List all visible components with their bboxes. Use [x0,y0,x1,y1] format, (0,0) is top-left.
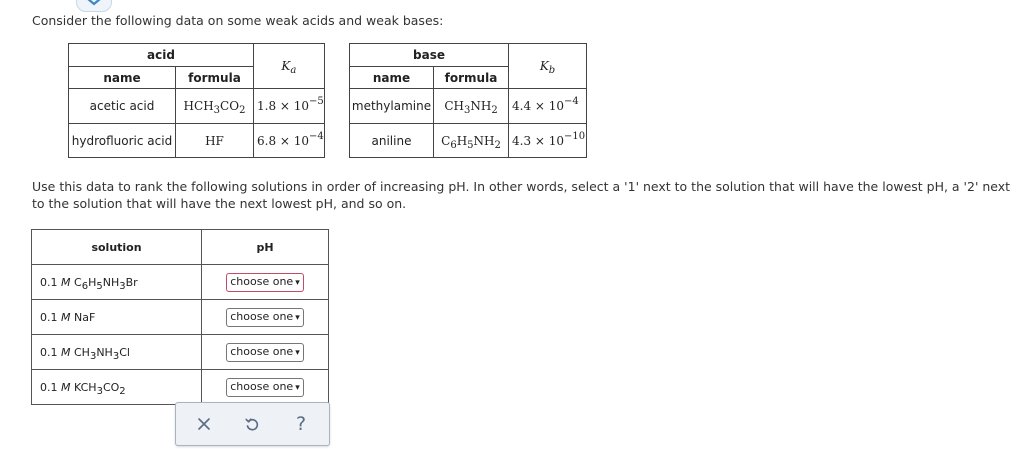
acid-name: acetic acid [69,89,176,124]
chevron-down-icon [87,0,101,6]
acid-formula-header: formula [176,67,254,89]
chevron-down-icon: ▾ [295,347,300,358]
base-name: aniline [350,124,434,158]
ph-rank-select[interactable]: choose one ▾ [226,273,303,292]
ph-rank-select[interactable]: choose one ▾ [226,308,303,327]
help-button[interactable] [289,413,313,435]
undo-button[interactable] [240,413,264,435]
help-icon: ? [295,413,307,435]
solution-label: 0.1 M $CH_3NH_3Cl$ [32,335,202,370]
base-group-header: base [350,44,509,67]
base-formula: $C_6H_5NH_2$ [434,124,509,158]
ka-value: $1.8 \times 10^{-5}$ [254,89,325,124]
collapse-tab[interactable] [76,0,112,12]
kb-header: $K_b$ [509,44,587,89]
acid-data-table [68,43,325,158]
chevron-down-icon: ▾ [295,312,300,323]
answer-action-bar [175,402,330,446]
base-name-header: name [350,67,434,89]
clear-button[interactable] [192,413,216,435]
ka-value: $6.8 \times 10^{-4}$ [254,124,325,158]
acid-group-header: acid [69,44,254,67]
base-formula: $CH_3NH_2$ [434,89,509,124]
base-formula-header: formula [434,67,509,89]
close-icon [197,417,211,431]
acid-formula: $HCH_3CO_2$ [176,89,254,124]
kb-value: $4.4 \times 10^{-4}$ [509,89,587,124]
ph-rank-select[interactable]: choose one ▾ [226,343,303,362]
chevron-down-icon: ▾ [295,382,300,393]
ka-header: $K_a$ [254,44,325,89]
undo-icon [244,416,260,432]
solution-label: 0.1 M NaF [32,300,202,335]
base-name: methylamine [350,89,434,124]
solution-label: 0.1 M $KCH_3CO_2$ [32,370,202,405]
acid-formula: HF [176,124,254,158]
ph-header: pH [202,230,329,265]
kb-value: $4.3 \times 10^{-10}$ [509,124,587,158]
ph-ranking-table [31,229,329,405]
ph-rank-select[interactable]: choose one ▾ [226,378,303,397]
chevron-down-icon: ▾ [295,277,300,288]
base-data-table [349,43,587,158]
instructions-text: Use this data to rank the following solutions in order of increasing pH. In other words, select a '1' next to the solution that will have the lowest pH, a '2' next to the solution that will have the next lowest pH, and so on. [32,179,1011,211]
acid-name: hydrofluoric acid [69,124,176,158]
solution-header: solution [32,230,202,265]
intro-text: Consider the following data on some weak acids and weak bases: [32,13,444,28]
acid-name-header: name [69,67,176,89]
solution-label: 0.1 M $C_6H_5NH_3Br$ [32,265,202,300]
